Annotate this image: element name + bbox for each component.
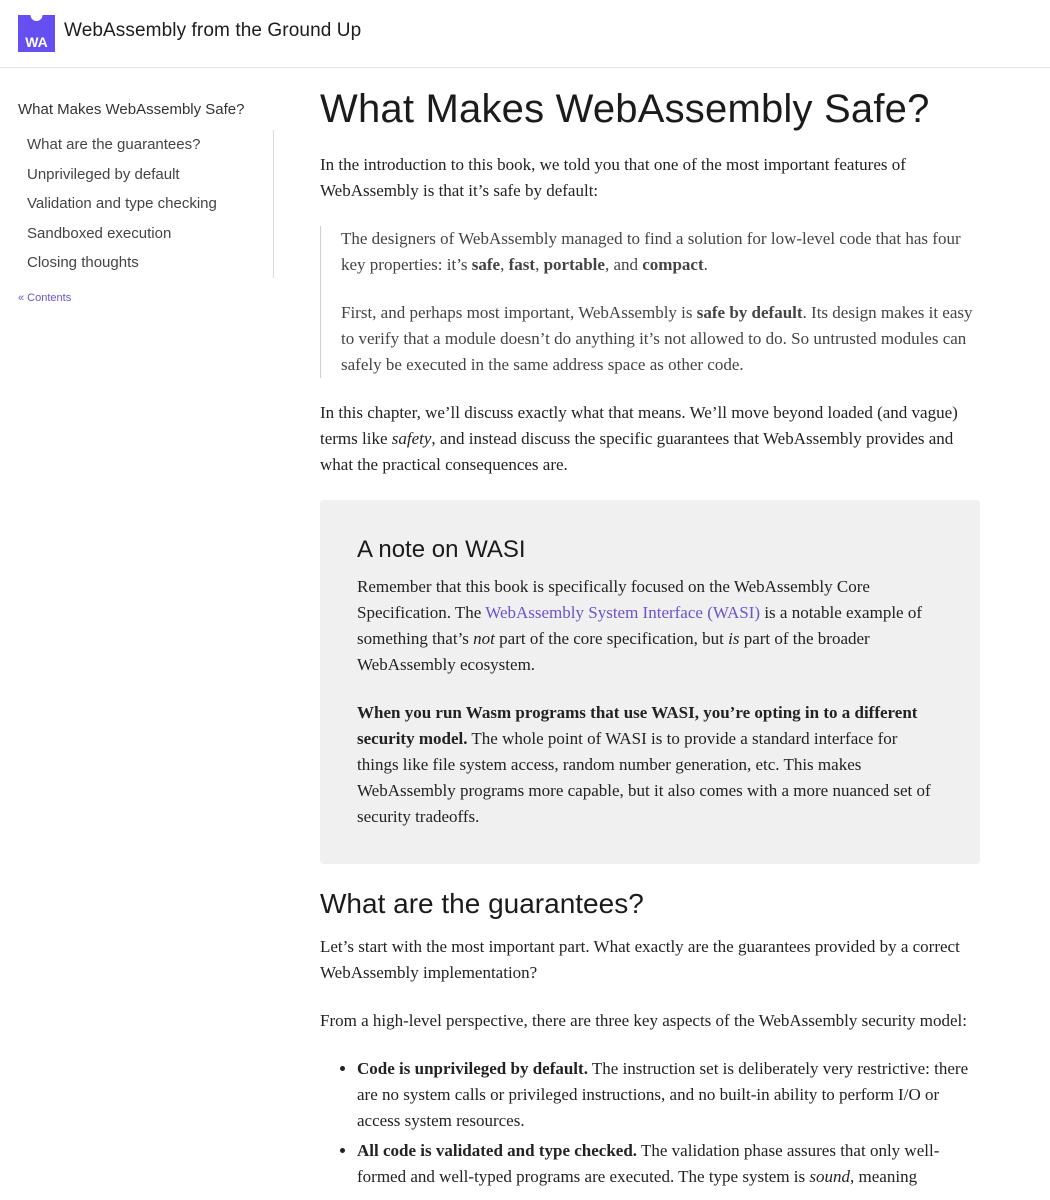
toc-current-chapter[interactable]: What Makes WebAssembly Safe? <box>18 101 245 118</box>
security-aspects-list <box>320 1056 980 1190</box>
toc-section-list <box>18 130 274 278</box>
toc-item-unprivileged[interactable]: Unprivileged by default <box>27 165 180 183</box>
list-item: • All code is validated and type checked. The validation phase assures that only well-formed and well-typed programs are executed. The type system is sound, meaning <box>357 1138 980 1190</box>
wasi-link[interactable]: WebAssembly System Interface (WASI) <box>485 603 761 622</box>
quote-paragraph-2: First, and perhaps most important, WebAssembly is safe by default. Its design makes it easy to verify that a module doesn’t do anything it’s not allowed to do. So untrusted modules can safely be executed in the same address space as other code. <box>341 303 973 374</box>
note-paragraph-1: Remember that this book is specifically focused on the WebAssembly Core Specification. The WebAssembly System Interface (WASI) is a notable example of something that’s not part of the core specification, but is part of the broader WebAssembly ecosystem. <box>357 577 922 674</box>
page-title: What Makes WebAssembly Safe? <box>320 87 930 131</box>
section-heading-guarantees: What are the guarantees? <box>320 888 644 919</box>
site-header <box>0 0 1050 68</box>
list-item: • Code is unprivileged by default. The instruction set is deliberately very restrictive: there are no system calls or privileged instructions, and no built-in ability to perform I/O or access system resources. <box>357 1056 980 1134</box>
note-title: A note on WASI <box>357 536 526 563</box>
wasi-note-box <box>320 500 980 864</box>
sidebar-toc <box>18 98 286 304</box>
toc-item-closing[interactable]: Closing thoughts <box>27 254 139 272</box>
intro-paragraph: In the introduction to this book, we told you that one of the most important features of WebAssembly is that it’s safe by default: <box>320 155 906 200</box>
toc-item-validation[interactable]: Validation and type checking <box>27 195 217 213</box>
webassembly-logo-icon[interactable] <box>18 15 55 52</box>
contents-link[interactable]: « Contents <box>18 291 72 304</box>
section-paragraph-2: From a high-level perspective, there are three key aspects of the WebAssembly security model: <box>320 1011 967 1030</box>
site-title[interactable]: WebAssembly from the Ground Up <box>64 20 362 41</box>
toc-item-sandboxed[interactable]: Sandboxed execution <box>27 224 172 242</box>
quote-paragraph-1: The designers of WebAssembly managed to find a solution for low-level code that has four key properties: it’s safe, fast, portable, and compact. <box>341 229 961 274</box>
section-paragraph-1: Let’s start with the most important part. What exactly are the guarantees provided by a correct WebAssembly implementation? <box>320 937 960 982</box>
svg-text:WA: WA <box>25 34 48 50</box>
toc-item-guarantees[interactable]: What are the guarantees? <box>27 136 201 153</box>
chapter-overview-paragraph: In this chapter, we’ll discuss exactly what that means. We’ll move beyond loaded (and vague) terms like safety, and instead discuss the specific guarantees that WebAssembly provides and what the practical consequences are. <box>320 403 958 474</box>
note-paragraph-2: When you run Wasm programs that use WASI, you’re opting in to a different security model. The whole point of WASI is to provide a standard interface for things like file system access, random number generation, etc. This makes WebAssembly programs more capable, but it also comes with a more nuanced set of security tradeoffs. <box>357 703 931 826</box>
quote-block <box>320 226 980 378</box>
article <box>320 84 980 1194</box>
